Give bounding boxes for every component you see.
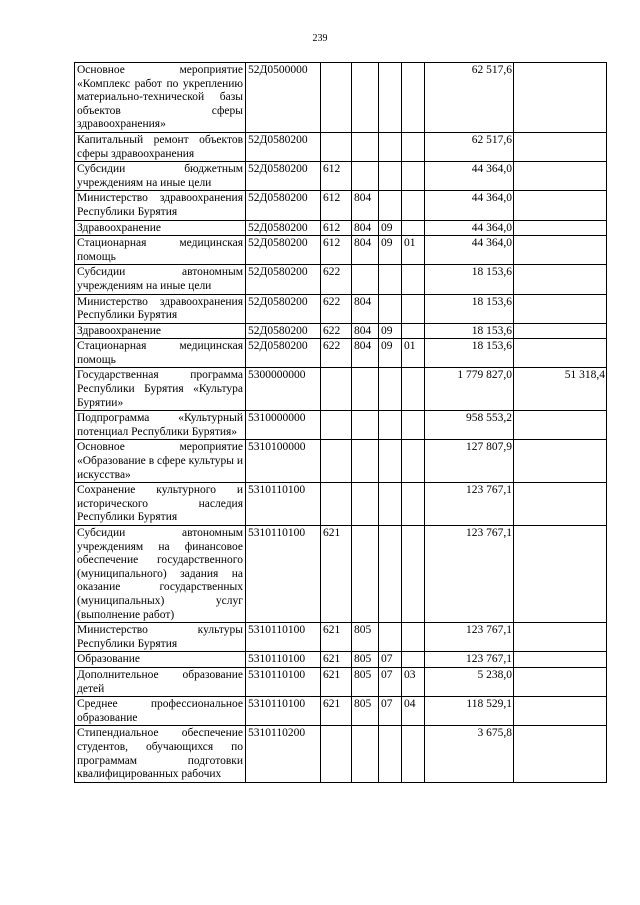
- ministry-code: 805: [354, 668, 372, 681]
- table-row: [75, 697, 607, 726]
- ministry-code-cell: [352, 294, 379, 323]
- target-article-code-cell: [246, 132, 321, 161]
- section-code: 07: [381, 668, 393, 681]
- amount-cell: [425, 265, 514, 294]
- section-code-cell: [379, 294, 402, 323]
- row-name-cell: [75, 63, 246, 133]
- amount-federal-cell: [514, 652, 607, 668]
- subsection-code-cell: [402, 220, 425, 236]
- amount-federal-cell: [514, 220, 607, 236]
- amount-federal-cell: [514, 191, 607, 220]
- subsection-code: 01: [404, 340, 416, 353]
- row-name: Дополнительное образование детей: [77, 668, 243, 695]
- section-code-cell: [379, 483, 402, 526]
- amount: 5 238,0: [477, 668, 512, 681]
- amount-federal-cell: [514, 265, 607, 294]
- row-name-cell: [75, 265, 246, 294]
- table-row: [75, 220, 607, 236]
- table-row: [75, 265, 607, 294]
- expense-type-code: 622: [323, 324, 341, 337]
- target-article-code-cell: [246, 220, 321, 236]
- row-name: Субсидии автономным учреждениям на иные цели: [77, 266, 243, 292]
- amount-cell: [425, 323, 514, 339]
- amount: 123 767,1: [466, 653, 512, 666]
- ministry-code-cell: [352, 191, 379, 220]
- amount-cell: [425, 339, 514, 368]
- section-code-cell: [379, 411, 402, 440]
- expense-type-code-cell: [321, 483, 352, 526]
- expense-type-code-cell: [321, 191, 352, 220]
- ministry-code: 804: [354, 324, 372, 337]
- row-name: Стационарная медицинская помощь: [77, 237, 243, 263]
- target-article-code-cell: [246, 483, 321, 526]
- section-code-cell: [379, 191, 402, 220]
- target-article-code: 5310110100: [248, 653, 306, 666]
- ministry-code: 804: [354, 237, 372, 250]
- row-name: Подпрограмма «Культурный потенциал Республики Бурятия»: [77, 412, 243, 438]
- amount: 18 153,6: [471, 340, 512, 353]
- subsection-code-cell: [402, 697, 425, 726]
- ministry-code-cell: [352, 162, 379, 191]
- section-code-cell: [379, 63, 402, 133]
- row-name: Государственная программа Республики Бурятия «Культура Бурятии»: [77, 369, 243, 409]
- amount-federal-cell: [514, 323, 607, 339]
- expense-type-code-cell: [321, 132, 352, 161]
- amount-cell: [425, 726, 514, 782]
- ministry-code-cell: [352, 652, 379, 668]
- ministry-code-cell: [352, 323, 379, 339]
- amount-cell: [425, 236, 514, 265]
- ministry-code-cell: [352, 236, 379, 265]
- row-name-cell: [75, 623, 246, 652]
- table-row: [75, 339, 607, 368]
- row-name-cell: [75, 726, 246, 782]
- row-name-cell: [75, 162, 246, 191]
- expense-type-code-cell: [321, 726, 352, 782]
- table-row: [75, 411, 607, 440]
- ministry-code: 804: [354, 340, 372, 353]
- section-code-cell: [379, 623, 402, 652]
- ministry-code-cell: [352, 483, 379, 526]
- target-article-code-cell: [246, 265, 321, 294]
- amount: 44 364,0: [471, 237, 512, 250]
- ministry-code-cell: [352, 63, 379, 133]
- amount: 958 553,2: [466, 412, 512, 425]
- ministry-code: 805: [354, 624, 372, 637]
- amount: 123 767,1: [466, 484, 512, 497]
- target-article-code: 5300000000: [248, 369, 306, 382]
- expense-type-code-cell: [321, 294, 352, 323]
- row-name: Основное мероприятие «Комплекс работ по укреплению материально-технической базы объектов сферы здравоохранения»: [77, 64, 243, 131]
- amount: 18 153,6: [471, 295, 512, 308]
- expense-type-code-cell: [321, 323, 352, 339]
- row-name-cell: [75, 697, 246, 726]
- target-article-code-cell: [246, 411, 321, 440]
- ministry-code-cell: [352, 440, 379, 483]
- table-row: [75, 132, 607, 161]
- amount-cell: [425, 440, 514, 483]
- row-name: Министерство здравоохранения Республики Бурятия: [77, 295, 243, 322]
- table-row: [75, 526, 607, 623]
- amount: 3 675,8: [477, 727, 512, 740]
- target-article-code-cell: [246, 191, 321, 220]
- target-article-code: 5310000000: [248, 412, 306, 425]
- ministry-code-cell: [352, 265, 379, 294]
- section-code-cell: [379, 368, 402, 411]
- subsection-code-cell: [402, 667, 425, 696]
- amount-federal-cell: [514, 667, 607, 696]
- amount-federal-cell: [514, 483, 607, 526]
- amount-federal-cell: [514, 411, 607, 440]
- row-name: Основное мероприятие «Образование в сфере культуры и искусства»: [77, 441, 243, 481]
- amount: 62 517,6: [471, 64, 512, 76]
- table-body: [75, 63, 607, 783]
- row-name: Здравоохранение: [77, 324, 162, 337]
- row-name-cell: [75, 236, 246, 265]
- amount-cell: [425, 526, 514, 623]
- amount-federal-cell: [514, 132, 607, 161]
- section-code: 09: [381, 237, 393, 250]
- target-article-code-cell: [246, 162, 321, 191]
- target-article-code-cell: [246, 63, 321, 133]
- section-code-cell: [379, 162, 402, 191]
- amount: 123 767,1: [466, 624, 512, 637]
- table-row: [75, 652, 607, 668]
- section-code: 09: [381, 324, 393, 337]
- row-name-cell: [75, 368, 246, 411]
- amount: 62 517,6: [471, 133, 512, 146]
- table-row: [75, 323, 607, 339]
- row-name-cell: [75, 652, 246, 668]
- target-article-code-cell: [246, 440, 321, 483]
- subsection-code-cell: [402, 726, 425, 782]
- amount: 123 767,1: [466, 527, 512, 539]
- amount: 18 153,6: [471, 324, 512, 337]
- amount-federal-cell: [514, 339, 607, 368]
- section-code-cell: [379, 132, 402, 161]
- expense-type-code: 612: [323, 237, 341, 250]
- ministry-code-cell: [352, 339, 379, 368]
- amount-federal-cell: [514, 368, 607, 411]
- subsection-code-cell: [402, 368, 425, 411]
- amount-cell: [425, 63, 514, 133]
- expense-type-code: 621: [323, 624, 341, 637]
- amount: 127 807,9: [466, 441, 512, 454]
- ministry-code: 805: [354, 698, 372, 711]
- row-name-cell: [75, 339, 246, 368]
- row-name: Министерство культуры Республики Бурятия: [77, 624, 243, 650]
- target-article-code: 5310100000: [248, 441, 306, 454]
- amount-federal: 51 318,4: [564, 369, 605, 382]
- row-name-cell: [75, 526, 246, 623]
- amount-federal-cell: [514, 440, 607, 483]
- ministry-code-cell: [352, 411, 379, 440]
- table-row: [75, 623, 607, 652]
- amount-cell: [425, 667, 514, 696]
- section-code-cell: [379, 697, 402, 726]
- ministry-code-cell: [352, 697, 379, 726]
- target-article-code-cell: [246, 236, 321, 265]
- ministry-code-cell: [352, 368, 379, 411]
- target-article-code: 52Д0580200: [248, 237, 308, 250]
- section-code-cell: [379, 526, 402, 623]
- row-name: Стационарная медицинская помощь: [77, 340, 243, 366]
- ministry-code-cell: [352, 132, 379, 161]
- section-code: 09: [381, 221, 393, 234]
- amount-federal-cell: [514, 162, 607, 191]
- target-article-code: 52Д0580200: [248, 192, 308, 205]
- row-name-cell: [75, 667, 246, 696]
- subsection-code-cell: [402, 526, 425, 623]
- amount-federal-cell: [514, 623, 607, 652]
- amount-cell: [425, 294, 514, 323]
- amount-cell: [425, 191, 514, 220]
- target-article-code-cell: [246, 323, 321, 339]
- section-code-cell: [379, 220, 402, 236]
- amount: 118 529,1: [466, 698, 512, 711]
- row-name: Образование: [77, 653, 141, 666]
- target-article-code-cell: [246, 652, 321, 668]
- ministry-code: 805: [354, 653, 372, 666]
- amount-cell: [425, 220, 514, 236]
- amount-cell: [425, 162, 514, 191]
- amount: 44 364,0: [471, 192, 512, 205]
- subsection-code-cell: [402, 294, 425, 323]
- expense-type-code-cell: [321, 220, 352, 236]
- row-name-cell: [75, 132, 246, 161]
- section-code-cell: [379, 667, 402, 696]
- section-code-cell: [379, 726, 402, 782]
- table-row: [75, 63, 607, 133]
- expense-type-code: 622: [323, 340, 341, 353]
- row-name-cell: [75, 323, 246, 339]
- ministry-code-cell: [352, 726, 379, 782]
- subsection-code-cell: [402, 411, 425, 440]
- row-name: Стипендиальное обеспечение студентов, обучающихся по программам подготовки квалифицированных рабочих: [77, 727, 243, 781]
- amount: 44 364,0: [471, 221, 512, 234]
- section-code-cell: [379, 440, 402, 483]
- ministry-code: 804: [354, 295, 372, 308]
- row-name: Сохранение культурного и исторического наследия Республики Бурятия: [77, 484, 243, 524]
- row-name-cell: [75, 294, 246, 323]
- target-article-code: 52Д0580200: [248, 324, 308, 337]
- budget-table: [74, 62, 607, 783]
- table-row: [75, 191, 607, 220]
- row-name-cell: [75, 483, 246, 526]
- section-code-cell: [379, 339, 402, 368]
- table-row: [75, 236, 607, 265]
- target-article-code: 52Д0580200: [248, 163, 308, 176]
- section-code-cell: [379, 236, 402, 265]
- amount: 1 779 827,0: [457, 369, 512, 382]
- subsection-code-cell: [402, 63, 425, 133]
- target-article-code: 52Д0580200: [248, 295, 308, 308]
- amount-federal-cell: [514, 63, 607, 133]
- table-row: [75, 162, 607, 191]
- section-code-cell: [379, 652, 402, 668]
- target-article-code-cell: [246, 726, 321, 782]
- expense-type-code-cell: [321, 667, 352, 696]
- target-article-code: 52Д0500000: [248, 64, 308, 76]
- table-row: [75, 294, 607, 323]
- target-article-code-cell: [246, 623, 321, 652]
- row-name-cell: [75, 411, 246, 440]
- subsection-code: 01: [404, 237, 416, 250]
- amount-federal-cell: [514, 526, 607, 623]
- ministry-code: 804: [354, 221, 372, 234]
- expense-type-code-cell: [321, 368, 352, 411]
- row-name: Здравоохранение: [77, 221, 162, 234]
- table-row: [75, 483, 607, 526]
- amount-cell: [425, 411, 514, 440]
- expense-type-code: 612: [323, 221, 341, 234]
- subsection-code-cell: [402, 440, 425, 483]
- section-code: 07: [381, 653, 393, 666]
- subsection-code-cell: [402, 652, 425, 668]
- expense-type-code: 621: [323, 668, 341, 681]
- target-article-code: 52Д0580200: [248, 340, 308, 353]
- row-name-cell: [75, 191, 246, 220]
- subsection-code-cell: [402, 265, 425, 294]
- amount-federal-cell: [514, 697, 607, 726]
- target-article-code-cell: [246, 339, 321, 368]
- target-article-code-cell: [246, 526, 321, 623]
- subsection-code: 04: [404, 698, 416, 711]
- expense-type-code-cell: [321, 697, 352, 726]
- expense-type-code: 612: [323, 192, 341, 205]
- expense-type-code-cell: [321, 265, 352, 294]
- row-name-cell: [75, 440, 246, 483]
- ministry-code: 804: [354, 192, 372, 205]
- expense-type-code: 621: [323, 653, 341, 666]
- subsection-code-cell: [402, 323, 425, 339]
- target-article-code: 5310110100: [248, 624, 306, 637]
- amount-cell: [425, 623, 514, 652]
- row-name: Среднее профессиональное образование: [77, 698, 243, 724]
- subsection-code-cell: [402, 339, 425, 368]
- ministry-code-cell: [352, 623, 379, 652]
- expense-type-code-cell: [321, 236, 352, 265]
- amount-federal-cell: [514, 726, 607, 782]
- table-row: [75, 368, 607, 411]
- target-article-code: 5310110100: [248, 698, 306, 711]
- expense-type-code-cell: [321, 652, 352, 668]
- subsection-code-cell: [402, 132, 425, 161]
- expense-type-code: 621: [323, 698, 341, 711]
- expense-type-code-cell: [321, 411, 352, 440]
- section-code: 07: [381, 698, 393, 711]
- row-name: Министерство здравоохранения Республики Бурятия: [77, 192, 243, 218]
- amount-federal-cell: [514, 236, 607, 265]
- target-article-code-cell: [246, 697, 321, 726]
- table-row: [75, 726, 607, 782]
- row-name: Капитальный ремонт объектов сферы здравоохранения: [77, 133, 243, 160]
- amount: 18 153,6: [471, 266, 512, 279]
- target-article-code-cell: [246, 294, 321, 323]
- expense-type-code-cell: [321, 63, 352, 133]
- expense-type-code-cell: [321, 623, 352, 652]
- amount-cell: [425, 368, 514, 411]
- expense-type-code-cell: [321, 526, 352, 623]
- section-code: 09: [381, 340, 393, 353]
- target-article-code: 5310110100: [248, 668, 306, 681]
- expense-type-code: 612: [323, 163, 341, 176]
- ministry-code-cell: [352, 526, 379, 623]
- subsection-code-cell: [402, 191, 425, 220]
- expense-type-code: 622: [323, 266, 341, 279]
- subsection-code: 03: [404, 668, 416, 681]
- expense-type-code-cell: [321, 162, 352, 191]
- target-article-code: 52Д0580200: [248, 266, 308, 279]
- ministry-code-cell: [352, 667, 379, 696]
- expense-type-code: 621: [323, 527, 341, 539]
- expense-type-code-cell: [321, 339, 352, 368]
- amount: 44 364,0: [471, 163, 512, 176]
- amount-cell: [425, 652, 514, 668]
- expense-type-code-cell: [321, 440, 352, 483]
- amount-cell: [425, 132, 514, 161]
- amount-cell: [425, 483, 514, 526]
- row-name-cell: [75, 220, 246, 236]
- subsection-code-cell: [402, 623, 425, 652]
- subsection-code-cell: [402, 162, 425, 191]
- page-number: 239: [312, 33, 328, 44]
- amount-federal-cell: [514, 294, 607, 323]
- target-article-code: 5310110100: [248, 484, 306, 497]
- target-article-code: 52Д0580200: [248, 133, 308, 146]
- target-article-code-cell: [246, 368, 321, 411]
- target-article-code: 5310110200: [248, 727, 306, 740]
- subsection-code-cell: [402, 483, 425, 526]
- section-code-cell: [379, 265, 402, 294]
- table-row: [75, 440, 607, 483]
- target-article-code: 5310110100: [248, 527, 306, 539]
- section-code-cell: [379, 323, 402, 339]
- row-name: Субсидии бюджетным учреждениям на иные цели: [77, 163, 243, 189]
- expense-type-code: 622: [323, 295, 341, 308]
- target-article-code-cell: [246, 667, 321, 696]
- ministry-code-cell: [352, 220, 379, 236]
- subsection-code-cell: [402, 236, 425, 265]
- target-article-code: 52Д0580200: [248, 221, 308, 234]
- amount-cell: [425, 697, 514, 726]
- row-name: Субсидии автономным учреждениям на финансовое обеспечение государственного (муниципального) задания на оказание государственных (муниципальных) услуг (выполнение работ): [77, 527, 243, 621]
- table-row: [75, 667, 607, 696]
